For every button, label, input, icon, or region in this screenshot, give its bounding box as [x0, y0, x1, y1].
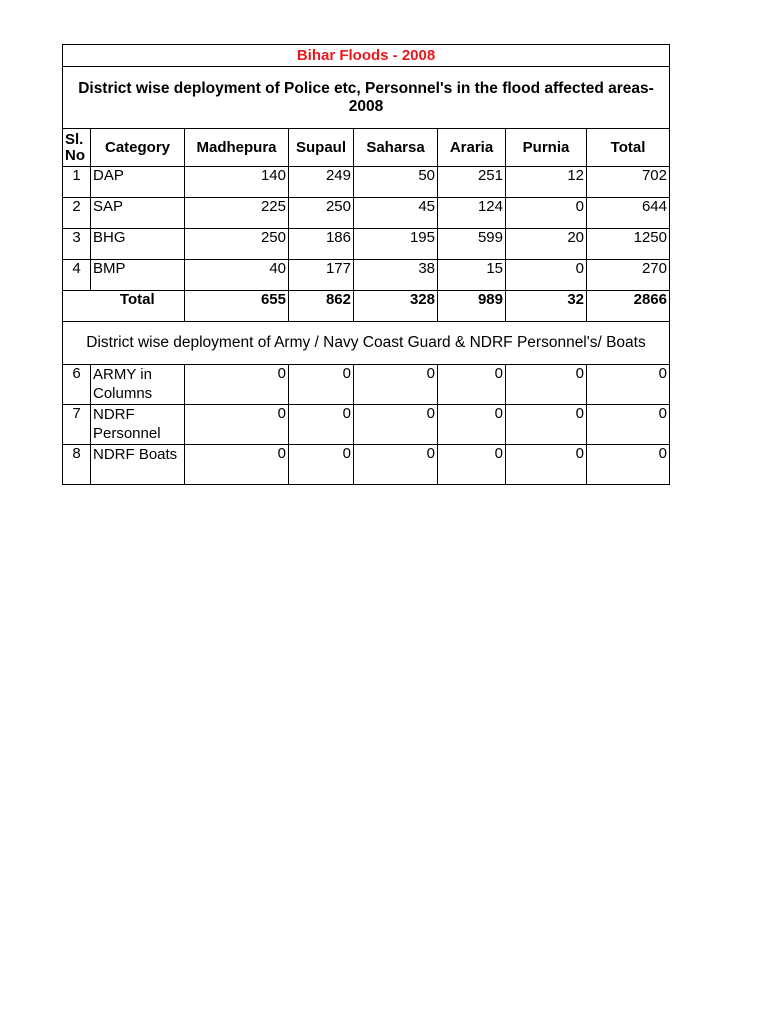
value-cell: 15: [438, 260, 506, 291]
table-row: [63, 198, 670, 229]
category-cell: DAP: [91, 167, 185, 198]
value-cell: 0: [587, 405, 670, 445]
value-cell: 0: [506, 260, 587, 291]
value-cell: 195: [354, 229, 438, 260]
total-madhepura: 655: [185, 291, 289, 322]
value-cell: 0: [506, 198, 587, 229]
value-cell: 702: [587, 167, 670, 198]
category-cell: NDRF Boats: [91, 445, 185, 485]
value-cell: 0: [354, 445, 438, 485]
header-sl-no: Sl. No: [63, 129, 91, 167]
sl-no-cell: 1: [63, 167, 91, 198]
value-cell: 45: [354, 198, 438, 229]
total-saharsa: 328: [354, 291, 438, 322]
value-cell: 270: [587, 260, 670, 291]
value-cell: 12: [506, 167, 587, 198]
value-cell: 0: [354, 405, 438, 445]
table-row: [63, 445, 670, 485]
value-cell: 140: [185, 167, 289, 198]
value-cell: 0: [506, 445, 587, 485]
header-category: Category: [91, 129, 185, 167]
table-row: [63, 229, 670, 260]
section2-title: District wise deployment of Army / Navy Coast Guard & NDRF Personnel's/ Boats: [63, 322, 670, 365]
value-cell: 225: [185, 198, 289, 229]
table-row: [63, 167, 670, 198]
category-cell: BHG: [91, 229, 185, 260]
category-cell: SAP: [91, 198, 185, 229]
total-araria: 989: [438, 291, 506, 322]
value-cell: 0: [587, 445, 670, 485]
header-row: [63, 129, 670, 167]
category-cell: BMP: [91, 260, 185, 291]
value-cell: 0: [185, 405, 289, 445]
header-saharsa: Saharsa: [354, 129, 438, 167]
deployment-table: [62, 44, 670, 485]
totals-sl-cell: [63, 291, 91, 322]
value-cell: 38: [354, 260, 438, 291]
value-cell: 599: [438, 229, 506, 260]
value-cell: 50: [354, 167, 438, 198]
police-rows: [63, 167, 670, 291]
value-cell: 0: [438, 405, 506, 445]
sl-no-cell: 3: [63, 229, 91, 260]
value-cell: 0: [587, 365, 670, 405]
value-cell: 250: [289, 198, 354, 229]
category-cell: ARMY in Columns: [91, 365, 185, 405]
total-supaul: 862: [289, 291, 354, 322]
army-rows: [63, 365, 670, 485]
header-total: Total: [587, 129, 670, 167]
value-cell: 0: [185, 365, 289, 405]
value-cell: 0: [185, 445, 289, 485]
sl-no-cell: 8: [63, 445, 91, 485]
value-cell: 124: [438, 198, 506, 229]
value-cell: 0: [438, 365, 506, 405]
value-cell: 20: [506, 229, 587, 260]
header-madhepura: Madhepura: [185, 129, 289, 167]
totals-label: Total: [91, 291, 185, 322]
table-row: [63, 365, 670, 405]
value-cell: 0: [289, 405, 354, 445]
header-araria: Araria: [438, 129, 506, 167]
value-cell: 1250: [587, 229, 670, 260]
category-cell: NDRF Personnel: [91, 405, 185, 445]
totals-row: [63, 291, 670, 322]
sheet-subtitle: District wise deployment of Police etc, Personnel's in the flood affected areas-2008: [63, 67, 670, 129]
sl-no-cell: 6: [63, 365, 91, 405]
value-cell: 250: [185, 229, 289, 260]
value-cell: 186: [289, 229, 354, 260]
total-purnia: 32: [506, 291, 587, 322]
header-supaul: Supaul: [289, 129, 354, 167]
header-purnia: Purnia: [506, 129, 587, 167]
value-cell: 177: [289, 260, 354, 291]
table-row: [63, 405, 670, 445]
value-cell: 40: [185, 260, 289, 291]
value-cell: 0: [438, 445, 506, 485]
value-cell: 0: [506, 365, 587, 405]
value-cell: 0: [354, 365, 438, 405]
value-cell: 0: [289, 445, 354, 485]
table-row: [63, 260, 670, 291]
sl-no-cell: 2: [63, 198, 91, 229]
value-cell: 251: [438, 167, 506, 198]
sl-no-cell: 7: [63, 405, 91, 445]
sheet-title: Bihar Floods - 2008: [63, 45, 670, 67]
value-cell: 249: [289, 167, 354, 198]
value-cell: 0: [289, 365, 354, 405]
sl-no-cell: 4: [63, 260, 91, 291]
value-cell: 0: [506, 405, 587, 445]
value-cell: 644: [587, 198, 670, 229]
total-grand: 2866: [587, 291, 670, 322]
